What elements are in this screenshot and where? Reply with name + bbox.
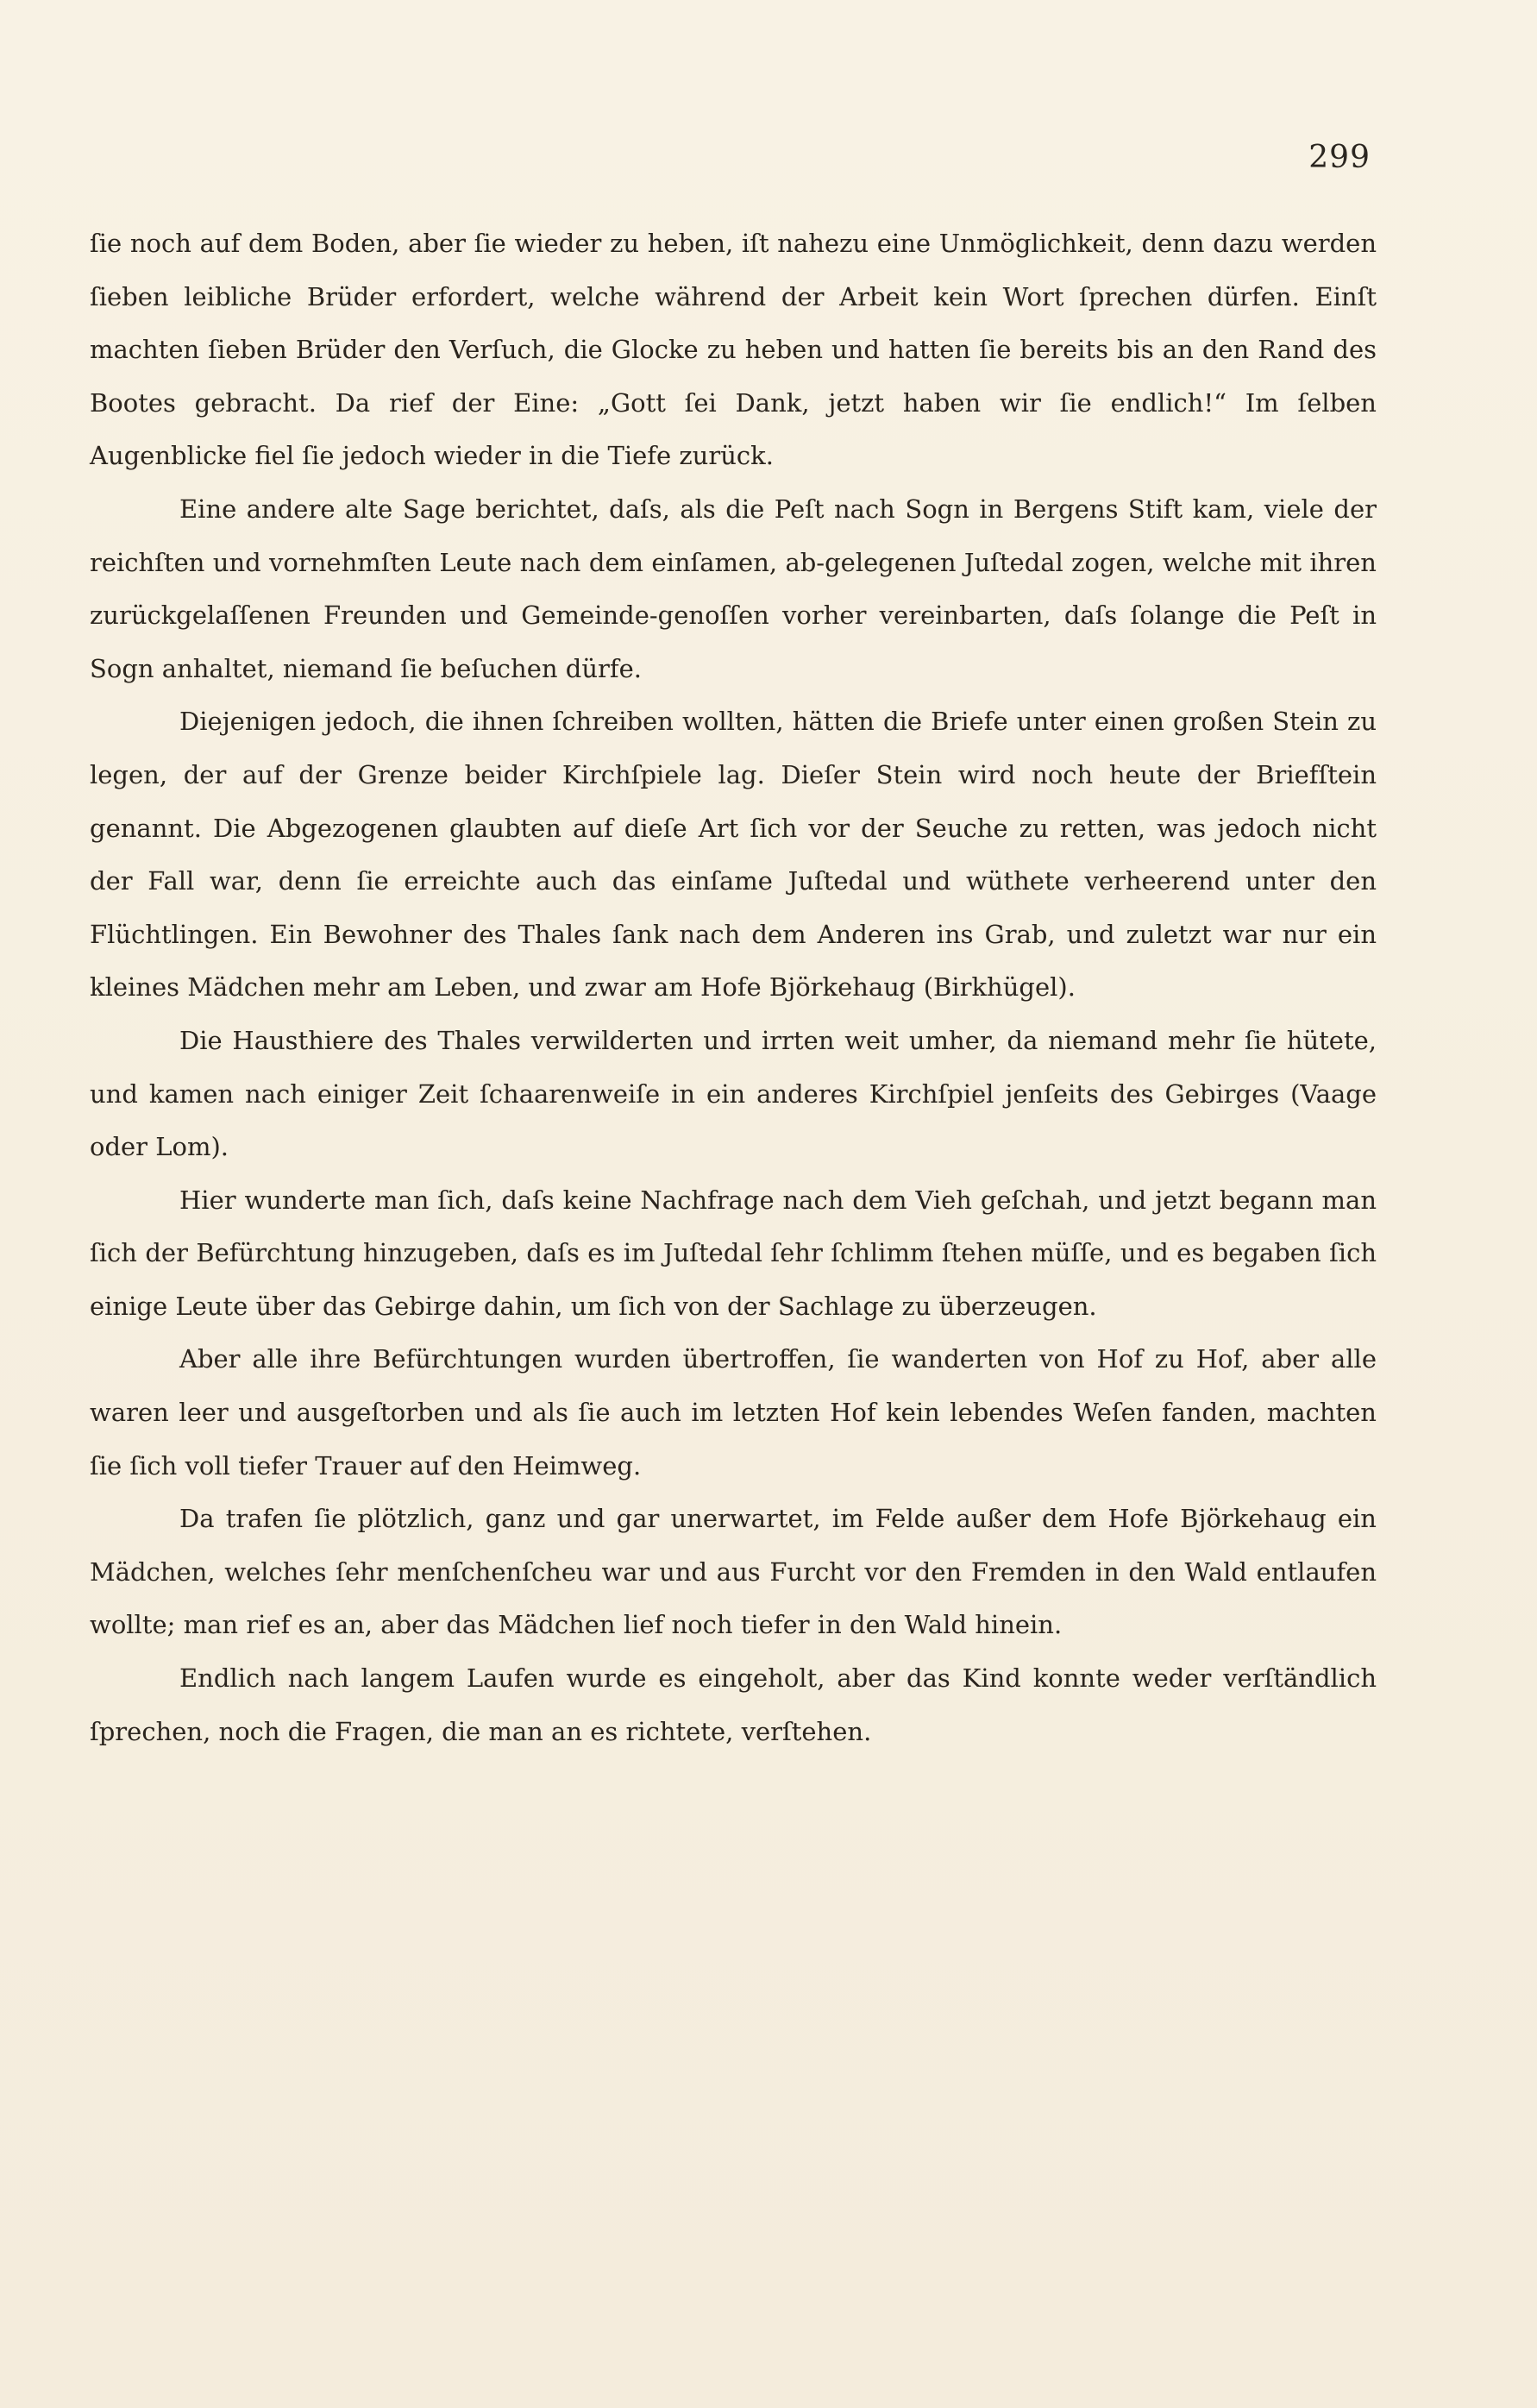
paragraph: ſie noch auf dem Boden, aber ſie wieder zu heben, iſt nahezu eine Unmöglichkeit, denn dazu werden ſieben leibliche Brüder erfordert, welche während der Arbeit kein Wort ſprechen dürfen. Einſt machten ſieben Brüder den Verſuch, die Glocke zu heben und hatten ſie bereits bis an den Rand des Bootes gebracht. Da rief der Eine: „Gott ſei Dank, jetzt haben wir ſie endlich!“ Im ſelben Augenblicke fiel ſie jedoch wieder in die Tiefe zurück. (90, 229, 1377, 471)
paragraph: Die Hausthiere des Thales verwilderten und irrten weit umher, da niemand mehr ſie hütete, und kamen nach einiger Zeit ſchaarenweiſe in ein anderes Kirchſpiel jenſeits des Gebirges (Vaage oder Lom). (90, 1025, 1377, 1162)
paragraph: Endlich nach langem Laufen wurde es eingeholt, aber das Kind konnte weder verſtändlich ſprechen, noch die Fragen, die man an es richtete, verſtehen. (90, 1663, 1377, 1746)
paragraph: Eine andere alte Sage berichtet, daſs, als die Peſt nach Sogn in Bergens Stift kam, viele der reichſten und vornehmſten Leute nach dem einſamen, ab-gelegenen Juſtedal zogen, welche mit ihren zurückgelaſſenen Freunden und Gemeinde-genoſſen vorher vereinbarten, daſs ſolange die Peſt in Sogn anhaltet, niemand ſie beſuchen dürfe. (90, 494, 1377, 683)
paragraph: Hier wunderte man ſich, daſs keine Nachfrage nach dem Vieh geſchah, und jetzt begann man ſich der Befürchtung hinzugeben, daſs es im Juſtedal ſehr ſchlimm ſtehen müſſe, und es begaben ſich einige Leute über das Gebirge dahin, um ſich von der Sachlage zu überzeugen. (90, 1185, 1377, 1321)
paragraph: Aber alle ihre Befürchtungen wurden übertroffen, ſie wanderten von Hof zu Hof, aber alle waren leer und ausgeſtorben und als ſie auch im letzten Hof kein lebendes Weſen fanden, machten ſie ſich voll tiefer Trauer auf den Heimweg. (90, 1344, 1377, 1481)
body-text (90, 217, 1377, 1758)
paragraph: Diejenigen jedoch, die ihnen ſchreiben wollten, hätten die Briefe unter einen großen Stein zu legen, der auf der Grenze beider Kirchſpiele lag. Dieſer Stein wird noch heute der Briefſtein genannt. Die Abgezogenen glaubten auf dieſe Art ſich vor der Seuche zu retten, was jedoch nicht der Fall war, denn ſie erreichte auch das einſame Juſtedal und wüthete verheerend unter den Flüchtlingen. Ein Bewohner des Thales ſank nach dem Anderen ins Grab, und zuletzt war nur ein kleines Mädchen mehr am Leben, und zwar am Hofe Björkehaug (Birkhügel). (90, 707, 1377, 1003)
page-number: 299 (1308, 140, 1371, 175)
paragraph: Da trafen ſie plötzlich, ganz und gar unerwartet, im Felde außer dem Hofe Björkehaug ein Mädchen, welches ſehr menſchenſcheu war und aus Furcht vor den Fremden in den Wald entlaufen wollte; man rief es an, aber das Mädchen lief noch tiefer in den Wald hinein. (90, 1504, 1377, 1640)
